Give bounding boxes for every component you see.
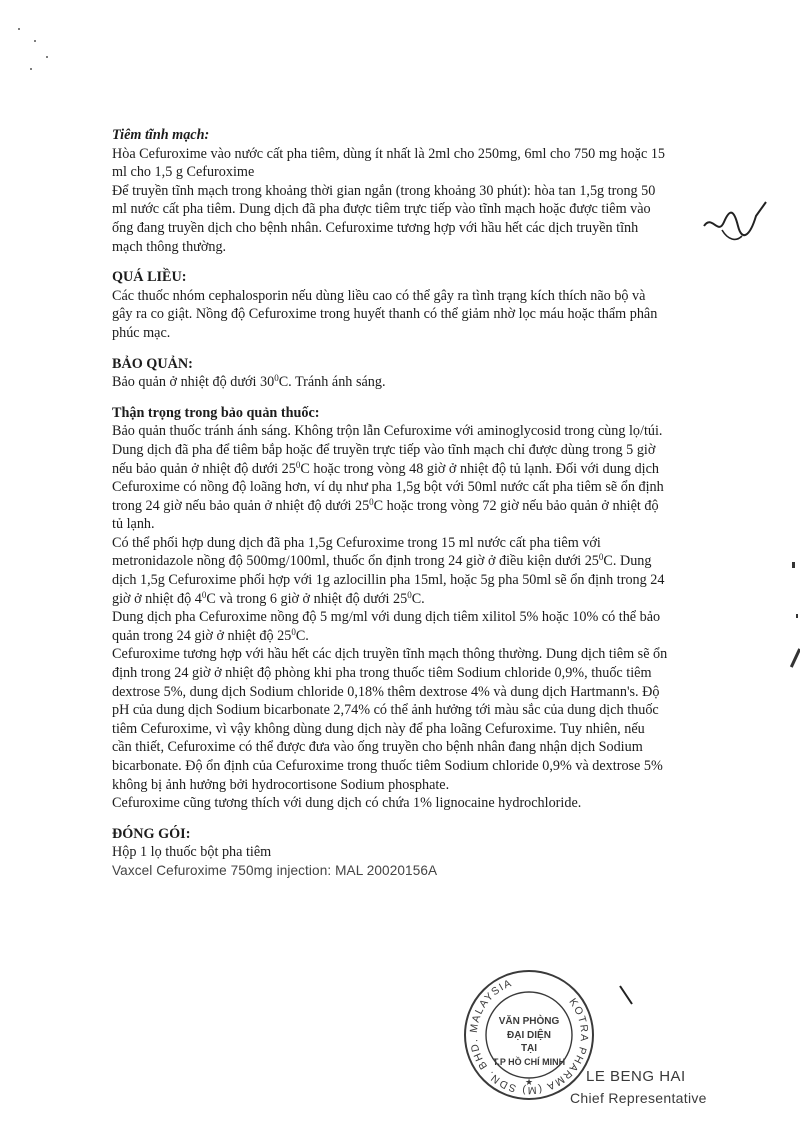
company-stamp <box>462 968 596 1102</box>
stamp-text: TẠI <box>520 1043 538 1054</box>
overdose-line: Các thuốc nhóm cephalosporin nếu dùng liều cao có thể gây ra tình trạng kích thích não bộ và <box>112 287 646 304</box>
caution-text: trong 24 giờ nếu bảo quản ở nhiệt độ dưới 25 <box>112 497 370 514</box>
signatory-name: LE BENG HAI <box>586 1068 686 1085</box>
caution-line: định trong 24 giờ ở nhiệt độ phòng khi pha trong thuốc tiêm Sodium chloride 0,9%, thuốc tiêm <box>112 665 652 682</box>
degree-sup: 0 <box>274 373 279 384</box>
degree-sup: 0 <box>201 589 207 600</box>
overdose-line: gây ra co giật. Nồng độ Cefuroxime trong huyết thanh có thể giảm nhờ lọc máu hoặc thẩm phân <box>112 306 658 323</box>
iv-line: mạch thông thường. <box>112 238 227 255</box>
iv-line: ml cho 1,5 g Cefuroxime <box>112 164 255 181</box>
caution-line: Cefuroxime tương hợp với hầu hết các dịch truyền tĩnh mạch thông thường. Dung dịch tiêm sẽ ổn <box>112 646 668 663</box>
packaging-line: Hộp 1 lọ thuốc bột pha tiêm <box>112 844 272 861</box>
storage-text-b: C. Tránh ánh sáng. <box>278 374 386 391</box>
iv-section <box>112 126 750 256</box>
stamp-text: VĂN PHÒNG <box>498 1016 560 1027</box>
scan-speck <box>18 28 20 30</box>
caution-line: tủ lạnh. <box>112 516 155 533</box>
caution-line <box>112 552 750 571</box>
caution-line: pH của dung dịch Sodium bicarbonate 2,74% có thể ảnh hưởng tới màu sắc của dung dịch thuốc <box>112 702 659 719</box>
caution-line: bicarbonate. Độ ổn định của Cefuroxime trong thuốc tiêm Sodium chloride 0,9% và dextrose 5% <box>112 758 663 774</box>
handwritten-initials-icon <box>700 196 770 244</box>
registration-line: Vaxcel Cefuroxime 750mg injection: MAL 20020156A <box>112 862 438 878</box>
iv-line: Để truyền tĩnh mạch trong khoảng thời gian ngắn (trong khoảng 30 phút): hòa tan 1,5g trong 50 <box>112 182 656 199</box>
scan-speck <box>34 40 36 42</box>
degree-sup: 0 <box>598 552 604 563</box>
degree-sup: 0 <box>295 459 301 470</box>
document-body <box>112 126 750 881</box>
overdose-section <box>112 268 750 342</box>
caution-text: C hoặc trong vòng 72 giờ nếu bảo quản ở nhiệt độ <box>373 497 659 514</box>
stamp-text: ĐẠI DIỆN <box>507 1030 551 1041</box>
caution-line: cần thiết, Cefuroxime có thể được đưa vào ống truyền cho bệnh nhân đang nhận dịch Sodium <box>112 739 643 756</box>
iv-line: Hòa Cefuroxime vào nước cất pha tiêm, dùng ít nhất là 2ml cho 250mg, 6ml cho 750 mg hoặc 15 <box>112 145 666 162</box>
caution-line <box>112 497 750 516</box>
iv-heading: Tiêm tĩnh mạch: <box>112 127 210 143</box>
packaging-heading: ĐÓNG GÓI: <box>112 825 191 842</box>
caution-line: Bảo quản thuốc tránh ánh sáng. Không trộn lẫn Cefuroxime với aminoglycosid trong cùng lọ/túi. <box>112 423 663 440</box>
caution-text: giờ ở nhiệt độ 4 <box>112 590 202 607</box>
iv-line: ml nước cất pha tiêm. Dung dịch đã pha được tiêm trực tiếp vào tĩnh mạch hoặc được tiêm vào <box>112 201 651 218</box>
caution-line: Cefuroxime có nồng độ loãng hơn, ví dụ như pha 1,5g bột với 50ml nước cất pha tiêm sẽ ổn định <box>112 479 664 496</box>
scan-edge-mark <box>792 562 795 568</box>
iv-line: ống đang truyền dịch cho bệnh nhân. Cefuroxime tương hợp với hầu hết các dịch truyền tĩnh <box>112 219 639 236</box>
stamp-text: T.P HỒ CHÍ MINH <box>492 1057 566 1067</box>
caution-line: Có thể phối hợp dung dịch đã pha 1,5g Cefuroxime trong 15 ml nước cất pha tiêm với <box>112 534 601 551</box>
caution-line <box>112 590 750 609</box>
caution-line: Dung dịch đã pha để tiêm bắp hoặc để truyền trực tiếp vào tĩnh mạch chỉ được dùng trong 5 giờ <box>112 441 656 458</box>
caution-text: nếu bảo quản ở nhiệt độ dưới 25 <box>112 460 296 477</box>
scan-speck <box>30 68 32 70</box>
caution-line <box>112 627 750 646</box>
overdose-line: phúc mạc. <box>112 324 171 341</box>
caution-heading: Thận trọng trong bảo quản thuốc: <box>112 404 320 421</box>
caution-text: C. <box>411 590 425 607</box>
overdose-heading: QUÁ LIỀU: <box>112 269 187 286</box>
caution-text: C. <box>295 627 309 644</box>
signature-stroke-icon <box>618 984 638 1008</box>
stamp-star-icon: ★ <box>524 1077 534 1087</box>
caution-section <box>112 404 750 813</box>
caution-text: metronidazole nồng độ 500mg/100ml, thuốc ổn định trong 24 giờ ở điều kiện dưới 25 <box>112 553 599 570</box>
caution-text: C hoặc trong vòng 48 giờ ở nhiệt độ tủ lạnh. Đối với dung dịch <box>300 460 659 477</box>
storage-section <box>112 355 750 392</box>
caution-text: quản trong 24 giờ ở nhiệt độ 25 <box>112 627 292 644</box>
caution-text: C và trong 6 giờ ở nhiệt độ dưới 25 <box>206 590 408 607</box>
caution-line: không bị ảnh hưởng bởi hydrocortisone Sodium phosphate. <box>112 776 450 793</box>
storage-line <box>112 373 750 392</box>
caution-line <box>112 460 750 479</box>
caution-line: Dung dịch pha Cefuroxime nồng độ 5 mg/ml với dung dịch tiêm xilitol 5% hoặc 10% có thể bảo <box>112 609 661 626</box>
scan-edge-mark <box>790 648 800 667</box>
degree-sup: 0 <box>369 496 374 507</box>
scan-edge-mark <box>796 614 798 618</box>
degree-sup: 0 <box>407 589 412 600</box>
scan-speck <box>46 56 48 58</box>
stamp-ring-text: KOTRA PHARMA (M) SDN. BHD. MALAYSIA <box>467 976 591 1097</box>
packaging-section <box>112 825 750 881</box>
caution-text: C. Dung <box>603 553 652 570</box>
caution-line: tiêm Cefuroxime, vì vậy không dùng dung dịch này để pha loãng Cefuroxime. Tuy nhiên, nếu <box>112 720 645 737</box>
caution-line: dịch 1,5g Cefuroxime phối hợp với 1g azlocillin pha 15ml, hoặc 5g pha 50ml sẽ ổn định trong 24 <box>112 572 665 589</box>
degree-sup: 0 <box>291 626 296 637</box>
signatory-title: Chief Representative <box>570 1090 707 1106</box>
caution-line: dextrose 5%, dung dịch Sodium chloride 0,18% thêm dextrose 4% và dung dịch Hartmann's. Độ <box>112 683 660 700</box>
storage-text-a: Bảo quản ở nhiệt độ dưới 30 <box>112 374 275 391</box>
storage-heading: BẢO QUẢN: <box>112 355 193 372</box>
caution-line: Cefuroxime cũng tương thích với dung dịch có chứa 1% lignocaine hydrochloride. <box>112 795 582 812</box>
